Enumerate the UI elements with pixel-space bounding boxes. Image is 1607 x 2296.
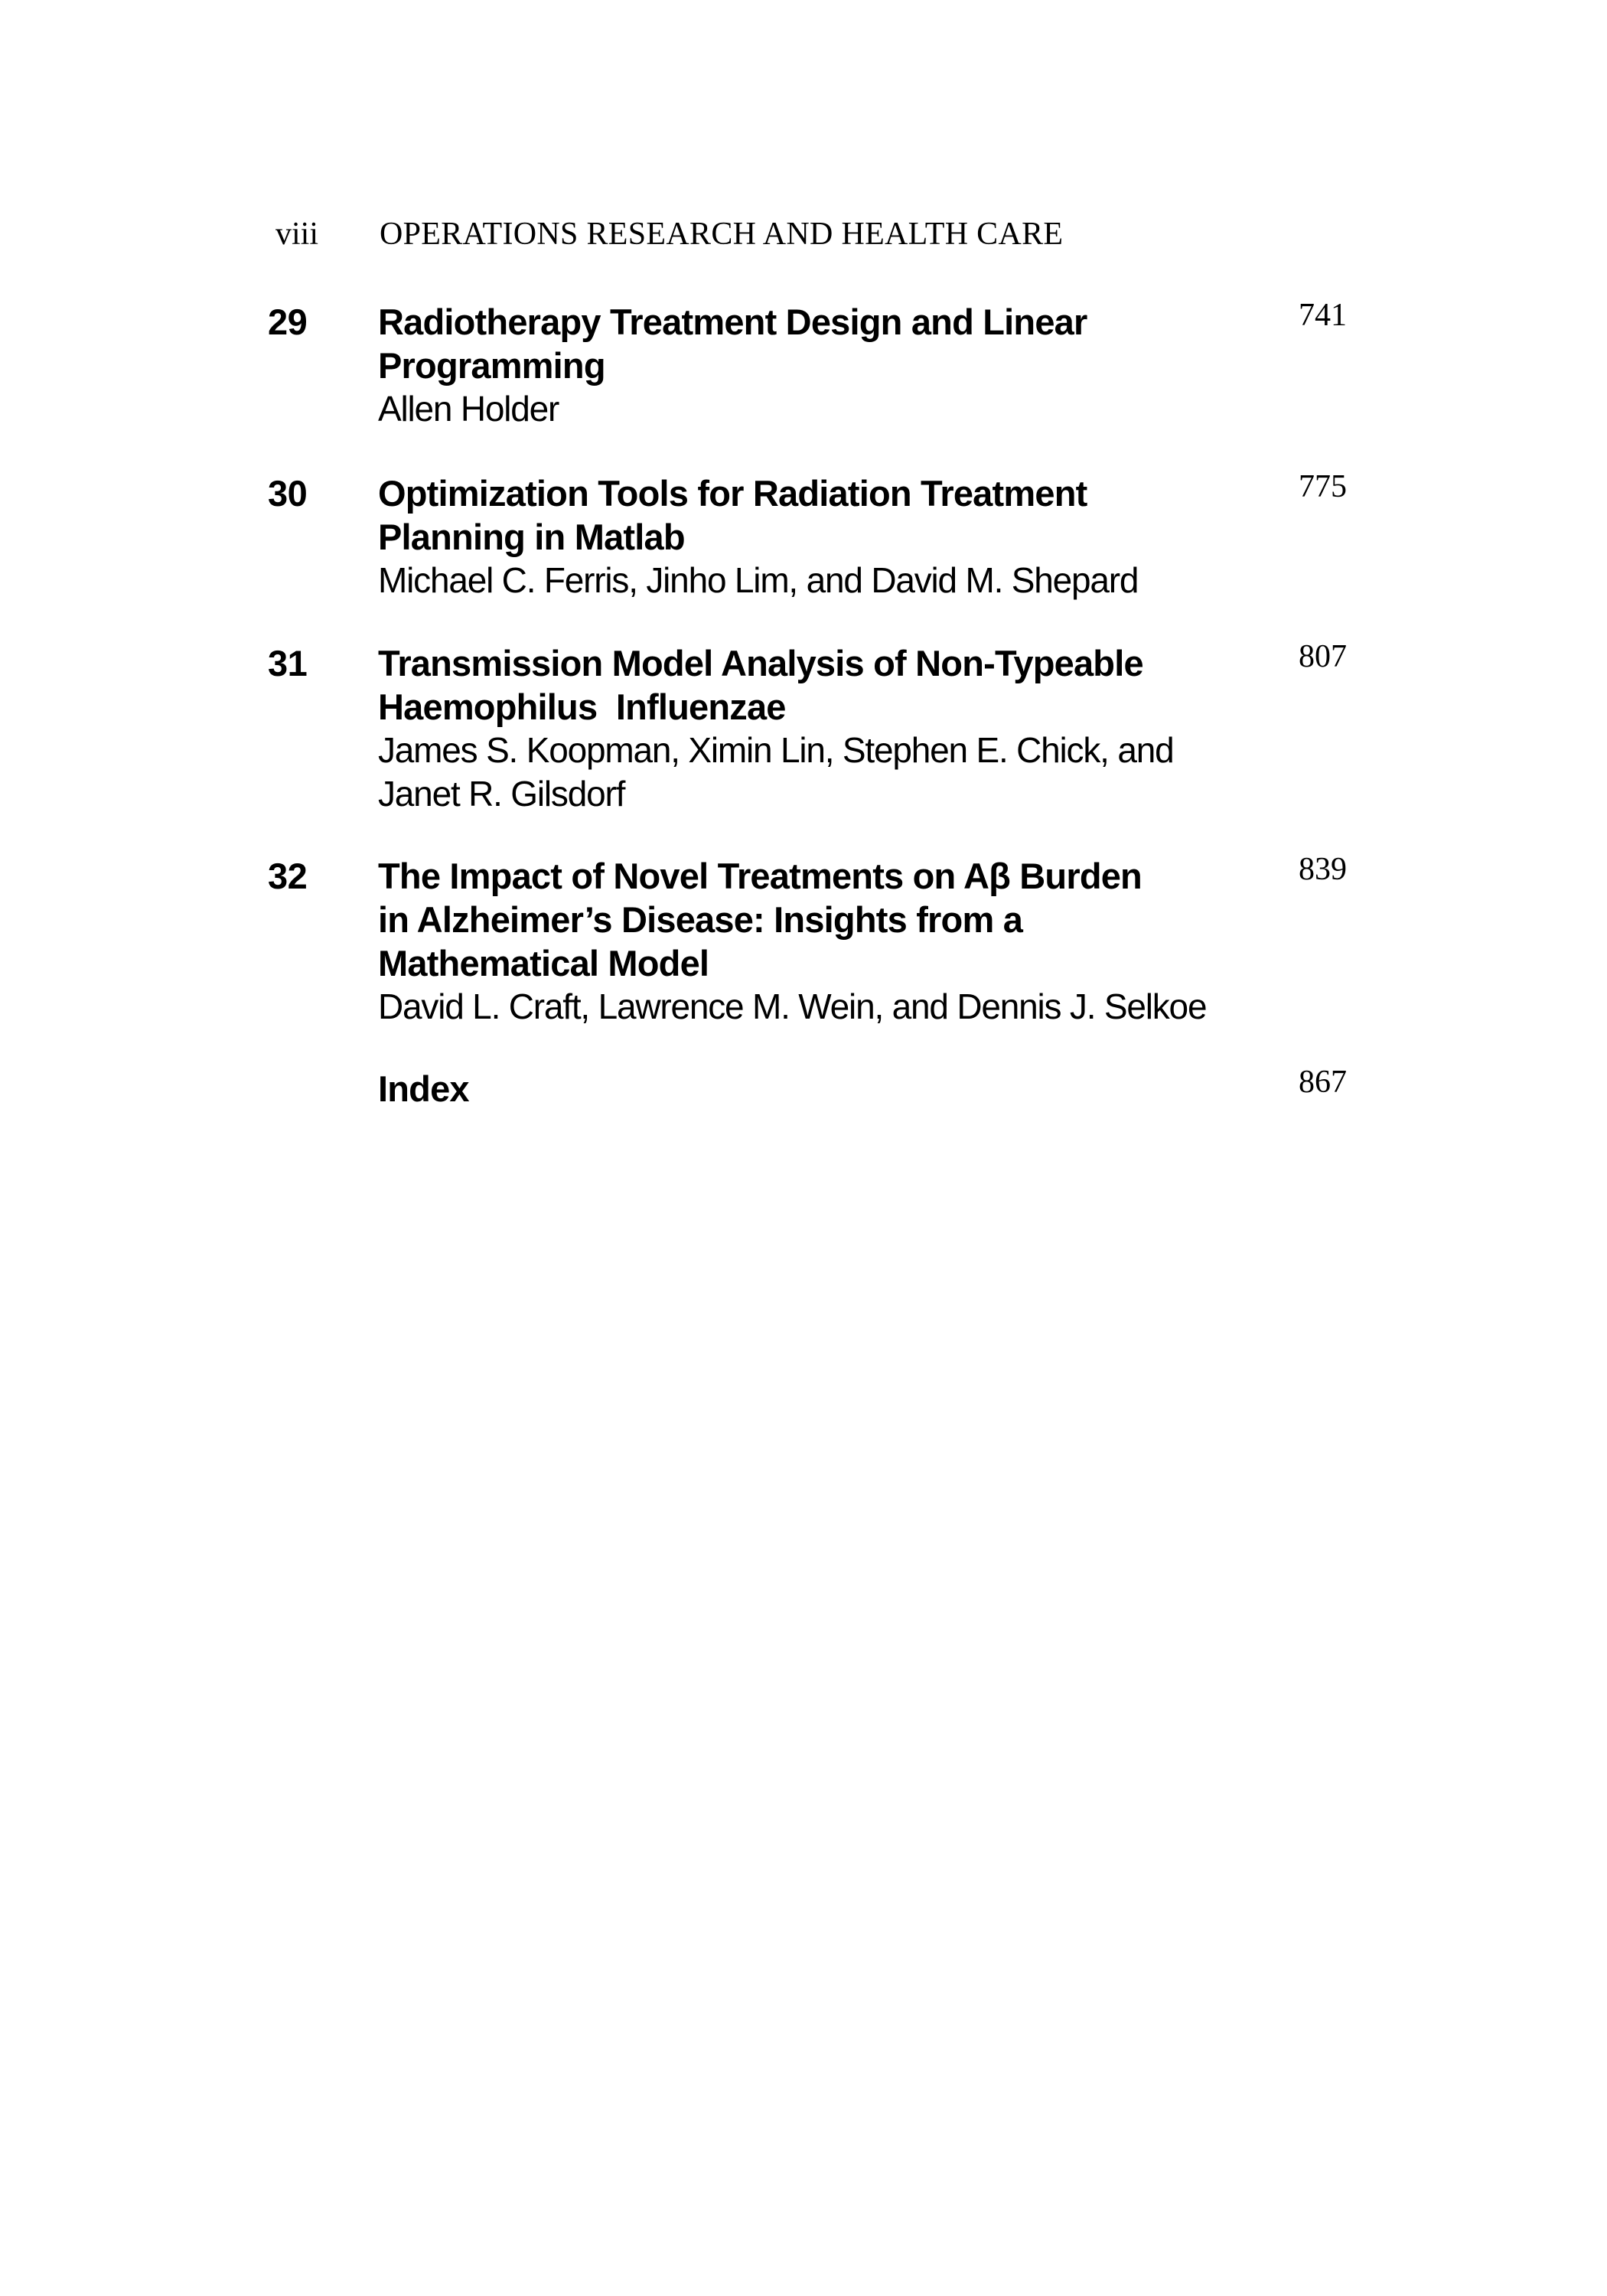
index-page-number[interactable]: 867 xyxy=(1299,1065,1347,1100)
chapter-title-line: Optimization Tools for Radiation Treatment xyxy=(378,473,1087,514)
chapter-title-line: Mathematical Model xyxy=(378,943,709,983)
chapter-authors xyxy=(378,559,1266,602)
authors-line: Janet R. Gilsdorf xyxy=(378,774,625,814)
chapter-title[interactable] xyxy=(378,471,1266,559)
page-folio: viii xyxy=(275,217,319,252)
chapter-title-line: Radiotherapy Treatment Design and Linear xyxy=(378,302,1087,342)
chapter-title-line: Transmission Model Analysis of Non-Typeable xyxy=(378,643,1143,683)
chapter-number: 31 xyxy=(268,643,308,683)
chapter-title-line: in Alzheimer’s Disease: Insights from a xyxy=(378,899,1023,940)
chapter-page-number[interactable]: 775 xyxy=(1299,469,1347,504)
book-title: OPERATIONS RESEARCH AND HEALTH CARE xyxy=(380,217,1064,252)
entry-body xyxy=(378,300,1266,431)
authors-line: Allen Holder xyxy=(378,389,559,429)
running-head xyxy=(275,211,1347,257)
chapter-number: 30 xyxy=(268,473,308,514)
entry-body xyxy=(378,641,1266,816)
chapter-authors xyxy=(378,729,1266,816)
chapter-title-line: Programming xyxy=(378,345,605,386)
chapter-title-line: The Impact of Novel Treatments on Aβ Burden xyxy=(378,856,1142,896)
chapter-title-line: Haemophilus Influenzae xyxy=(378,687,786,727)
entry-body xyxy=(378,471,1266,602)
chapter-authors xyxy=(378,985,1266,1029)
chapter-title[interactable] xyxy=(378,641,1266,729)
index-title[interactable]: Index xyxy=(378,1068,469,1109)
chapter-page-number[interactable]: 741 xyxy=(1299,298,1347,333)
authors-line: Michael C. Ferris, Jinho Lim, and David M. Shepard xyxy=(378,560,1139,600)
chapter-title[interactable] xyxy=(378,854,1266,985)
authors-line: James S. Koopman, Ximin Lin, Stephen E. Chick, and xyxy=(378,730,1174,770)
entry-body xyxy=(378,1067,1266,1110)
chapter-page-number[interactable]: 807 xyxy=(1299,639,1347,674)
chapter-authors xyxy=(378,387,1266,431)
authors-line: David L. Craft, Lawrence M. Wein, and Dennis J. Selkoe xyxy=(378,987,1207,1026)
chapter-title[interactable] xyxy=(378,300,1266,387)
chapter-title-line: Planning in Matlab xyxy=(378,517,685,557)
chapter-number: 29 xyxy=(268,302,308,342)
chapter-number: 32 xyxy=(268,856,308,896)
entry-body xyxy=(378,854,1266,1029)
chapter-page-number[interactable]: 839 xyxy=(1299,852,1347,887)
